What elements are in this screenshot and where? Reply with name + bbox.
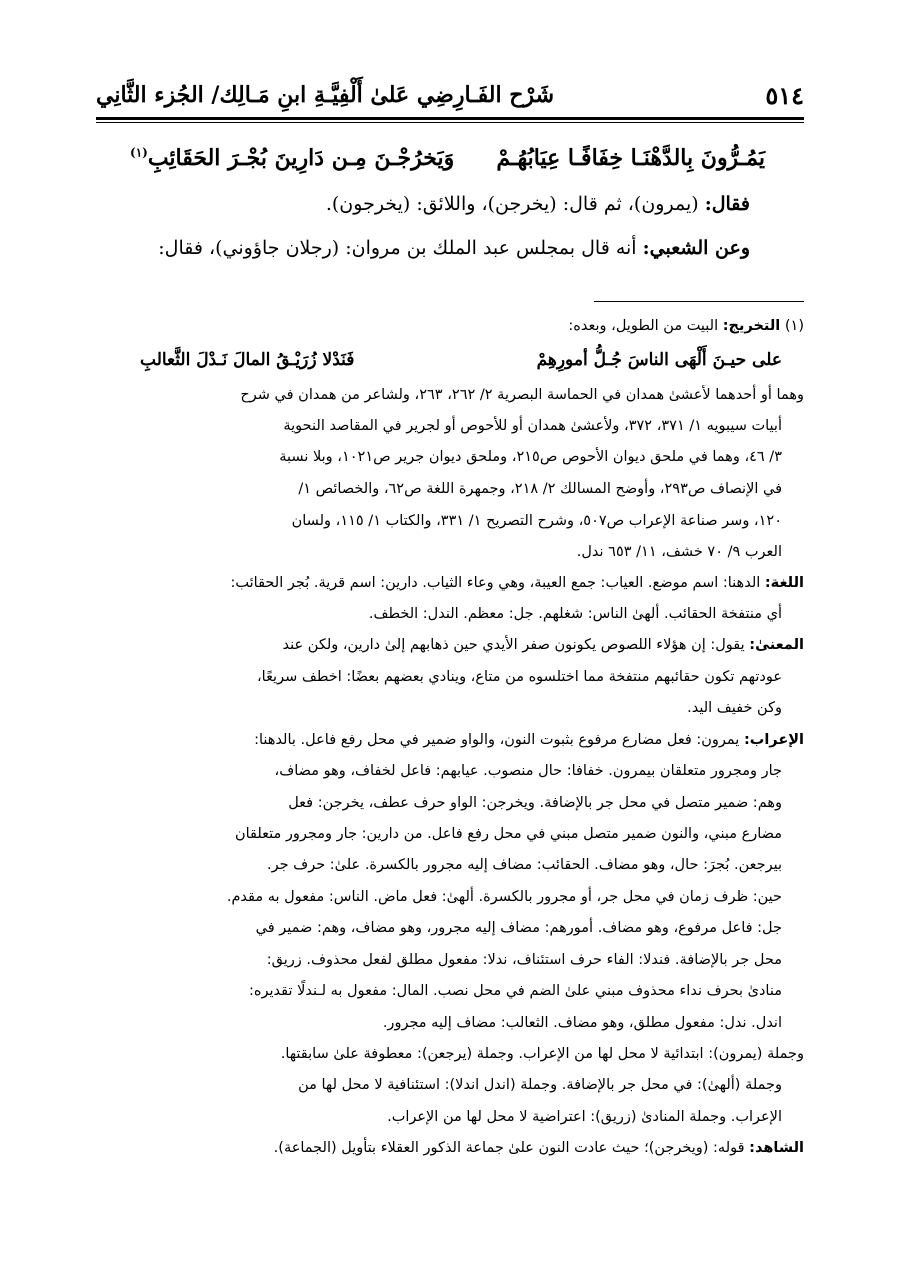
footnote-verse-second: فَنَدْلا زُرَيْـقُ المالَ نَـدْلَ الثَّعالبِ <box>140 350 355 370</box>
footnote-line: جل: فاعل مرفوع، وهو مضاف. أمورهم: مضاف إليه مجرور، وهو مضاف، وهم: ضمير في <box>255 920 782 936</box>
verse-first-hemistich: يَمُـرُّونَ بِالدَّهْنَـا خِفَافًـا عِيَابُهُـمْ <box>496 145 765 171</box>
footnote-irab: الإعراب: يمرون: فعل مضارع مرفوع بثبوت النون، والواو ضمير في محل رفع فاعل. بالدهنا: <box>254 732 804 748</box>
footnote-lugha: اللغة: الدهنا: اسم موضع. العياب: جمع العيبة، وهي وعاء الثياب. دارين: اسم قرية. بُجر الحقائب: <box>230 575 804 591</box>
header-rule-thin <box>96 122 804 123</box>
footnote-line: أبيات سيبويه ١/ ٣٧١، ٣٧٢، ولأعشىٰ همدان أو للأحوص أو لجرير في المقاصد النحوية <box>283 418 782 434</box>
main-paragraph-line: فقال: (يمرون)، ثم قال: (يخرجن)، واللائق: (يخرجون). <box>325 193 750 215</box>
footnote-line: ٣/ ٤٦، وهما في ملحق ديوان الأحوص ص٢١٥، وملحق ديوان جرير ص١٠٢١، وبلا نسبة <box>279 449 782 465</box>
footnote-line: عودتهم تكون حقائبهم منتفخة مما اختلسوه من متاع، وينادي بعضهم بعضًا: اخطف سريعًا، <box>256 669 782 685</box>
running-title: شَرْح الفَـارِضِي عَلىٰ أَلْفِيَّـةِ ابنِ مَـالِك/ الجُزء الثَّانِي <box>96 82 555 108</box>
footnote-verse <box>140 350 782 370</box>
footnote-line: أي منتفخة الحقائب. ألهىٰ الناس: شغلهم. جل: معظم. الندل: الخطف. <box>368 606 782 622</box>
footnote-line: الإعراب. وجملة المنادىٰ (زريق): اعتراضية لا محل لها من الإعراب. <box>387 1109 782 1125</box>
footnote-line: محل جر بالإضافة. فندلا: الفاء حرف استئناف، ندلا: مفعول مطلق لفعل محذوف. زريق: <box>266 952 782 968</box>
footnote-line: وكن خفيف اليد. <box>687 700 782 716</box>
footnote-line: ١٢٠، وسر صناعة الإعراب ص٥٠٧، وشرح التصريح ١/ ٣٣١، والكتاب ١/ ١١٥، ولسان <box>291 513 782 529</box>
footnote-line: في الإنصاف ص٢٩٣، وأوضح المسالك ٢/ ٢١٨، وجمهرة اللغة ص٦٢، والخصائص ١/ <box>298 481 782 497</box>
footnote-line: منادىٰ بحرف نداء محذوف مبني علىٰ الضم في محل نصب. المال: مفعول به لـندلًا تقديره: <box>248 983 782 999</box>
footnote-line: وجملة (ألهىٰ): في محل جر بالإضافة. وجملة (اندل اندلا): استئنافية لا محل لها من <box>298 1077 782 1093</box>
footnote-shahid: الشاهد: قوله: (ويخرجن)؛ حيث عادت النون علىٰ جماعة الذكور العقلاء بتأويل (الجماعة). <box>273 1140 804 1156</box>
footnote-intro: (١) التخريج: البيت من الطويل، وبعده: <box>568 318 804 334</box>
footnote-line: العرب ٩/ ٧٠ خشف، ١١/ ٦٥٣ ندل. <box>576 544 782 560</box>
footnote-line: اندل. ندل: مفعول مطلق، وهو مضاف. الثعالب: مضاف إليه مجرور. <box>382 1015 782 1031</box>
footnote-separator <box>594 301 804 302</box>
verse-second-hemistich: وَيَخرُجْـنَ مِـن دَارِينَ بُجْـرَ الحَقَائِبِ$^{(١)}$ <box>130 145 455 171</box>
footnote-line: جار ومجرور متعلقان بيمرون. خفافا: حال منصوب. عيابهم: فاعل لخفاف، وهو مضاف، <box>274 763 782 779</box>
page-number: ٥١٤ <box>765 80 804 110</box>
footnote-verse-first: على حيـنَ أَلْهَى الناسَ جُـلُّ أمورِهِمْ <box>536 350 782 370</box>
footnote-jumal: وجملة (يمرون): ابتدائية لا محل لها من الإعراب. وجملة (يرجعن): معطوفة علىٰ سابقتها. <box>280 1046 804 1062</box>
poetry-verse <box>130 138 765 178</box>
footnote-line: وهم: ضمير متصل في محل جر بالإضافة. ويخرجن: الواو حرف عطف، يخرجن: فعل <box>288 795 782 811</box>
header-rule <box>96 117 804 120</box>
footnote-line: مضارع مبني، والنون ضمير متصل مبني في محل رفع فاعل. من دارين: جار ومجرور متعلقان <box>234 826 782 842</box>
footnote-mana: المعنىٰ: يقول: إن هؤلاء اللصوص يكونون صفر الأيدي حين ذهابهم إلىٰ دارين، ولكن عند <box>282 637 804 653</box>
footnote-line: بيرجعن. بُجرَ: حال، وهو مضاف. الحقائب: مضاف إليه مجرور بالكسرة. علىٰ: حرف جر. <box>267 857 782 873</box>
footnote-marker[interactable]: (١) <box>130 145 148 160</box>
footnote-line: حين: ظرف زمان في محل جر، أو مجرور بالكسرة. ألهىٰ: فعل ماض. الناس: مفعول به مقدم. <box>226 889 782 905</box>
footnote-line: وهما أو أحدهما لأعشىٰ همدان في الحماسة البصرية ٢/ ٢٦٢، ٢٦٣، ولشاعر من همدان في شرح <box>240 387 804 403</box>
main-paragraph-line: وعن الشعبي: أنه قال بمجلس عبد الملك بن مروان: (رجلان جاؤوني)، فقال: <box>158 237 750 259</box>
page-header <box>96 78 804 112</box>
